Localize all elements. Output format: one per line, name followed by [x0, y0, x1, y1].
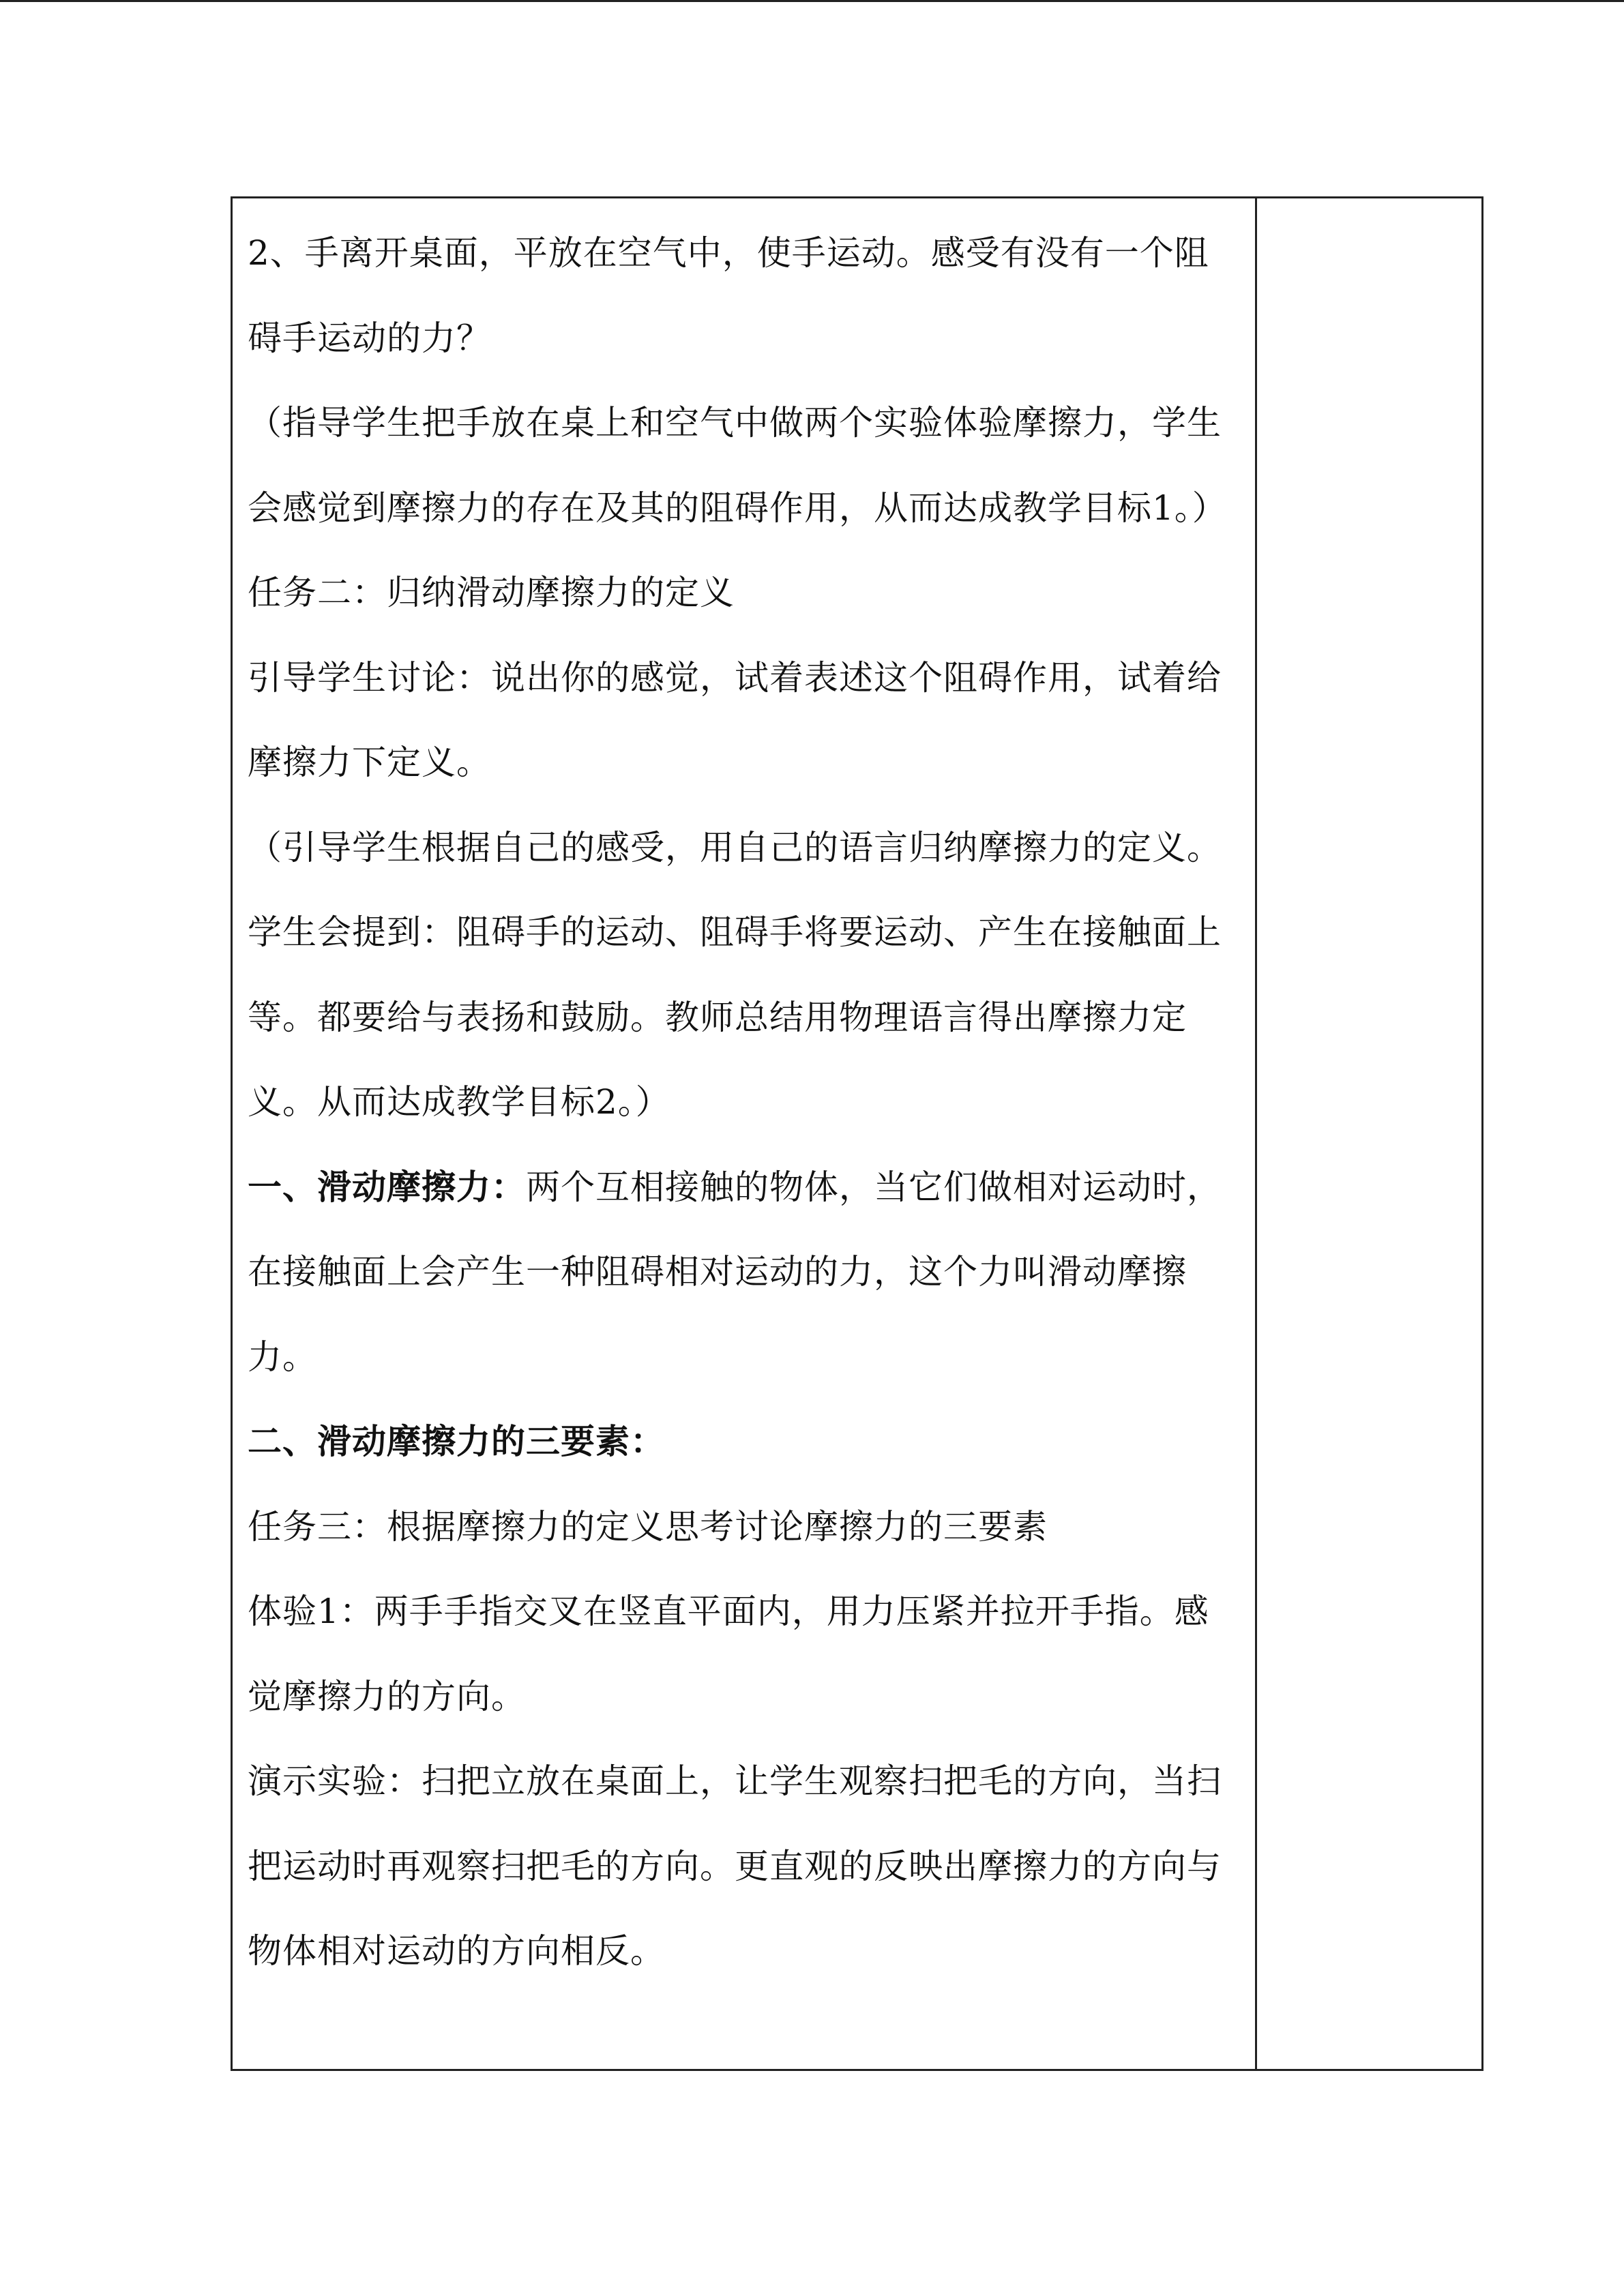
- paragraph-task-three: 任务三：根据摩擦力的定义思考讨论摩擦力的三要素: [248, 1506, 1048, 1547]
- paragraph-discussion: 引导学生讨论：说出你的感觉，试着表述这个阻碍作用，试着给摩擦力下定义。: [248, 657, 1222, 782]
- lesson-plan-table: [231, 196, 1483, 2071]
- paragraph-guide-definition: （引导学生根据自己的感受，用自己的语言归纳摩擦力的定义。学生会提到：阻碍手的运动、阻碍手将要运动、产生在接触面上等。都要给与表扬和鼓励。教师总结用物理语言得出摩擦力定义。从而达成教学目标2。）: [248, 827, 1222, 1122]
- paragraph-guide-experiment: （指导学生把手放在桌上和空气中做两个实验体验摩擦力，学生会感觉到摩擦力的存在及其的阻碍作用，从而达成教学目标1。）: [248, 403, 1227, 528]
- notes-cell: [1257, 198, 1481, 2069]
- paragraph-task-two: 任务二：归纳滑动摩擦力的定义: [248, 573, 735, 612]
- paragraph-hand-in-air: 2、手离开桌面，平放在空气中，使手运动。感受有没有一个阻碍手运动的力？: [248, 233, 1209, 358]
- paragraph-experience-one: 体验1：两手手指交叉在竖直平面内，用力压紧并拉开手指。感觉摩擦力的方向。: [248, 1592, 1209, 1716]
- teaching-process-cell: [233, 198, 1257, 2069]
- paragraph-sliding-friction-definition: [248, 1145, 1241, 1400]
- definition-text: 两个互相接触的物体，当它们做相对运动时，在接触面上会产生一种阻碍相对运动的力，这个力叫滑动摩擦力。: [248, 1167, 1222, 1377]
- page-top-border: [0, 0, 1624, 2]
- heading-sliding-friction: 一、滑动摩擦力：: [248, 1166, 526, 1207]
- paragraph-demo-experiment: 演示实验：扫把立放在桌面上，让学生观察扫把毛的方向，当扫把运动时再观察扫把毛的方向。更直观的反映出摩擦力的方向与物体相对运动的方向相反。: [248, 1761, 1222, 1971]
- paragraph-three-elements: [248, 1399, 1241, 1485]
- heading-three-elements: 二、滑动摩擦力的三要素：: [248, 1421, 665, 1461]
